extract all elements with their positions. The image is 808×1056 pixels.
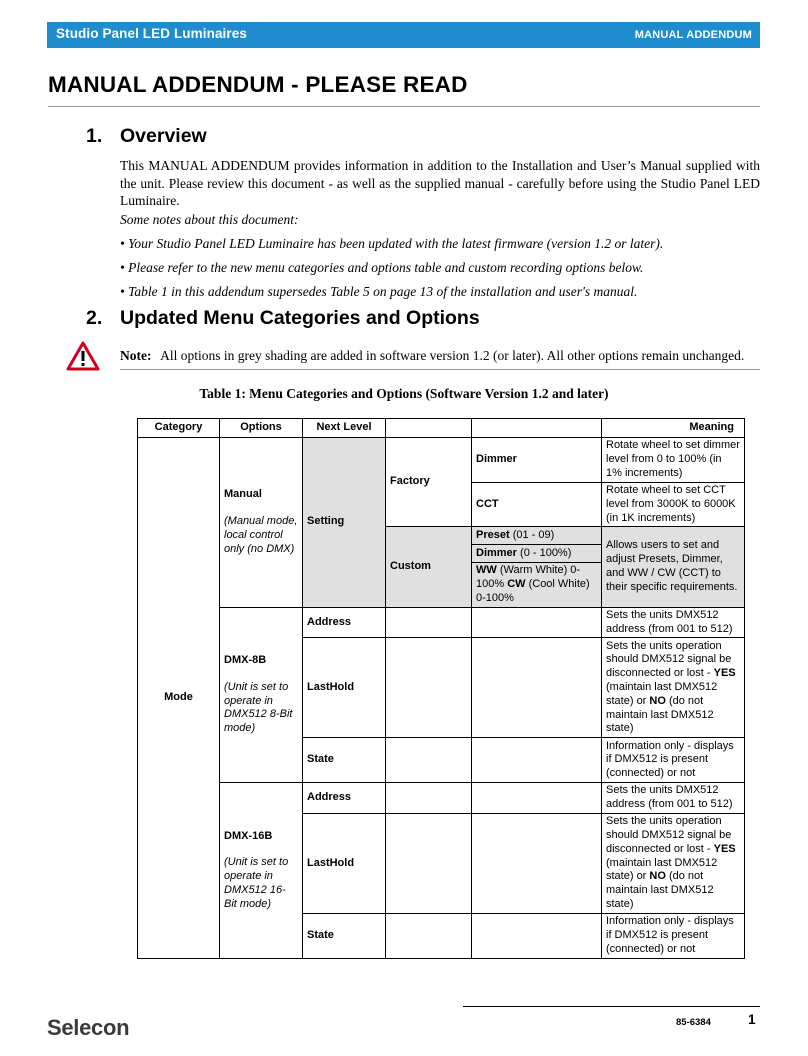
ww-cw-cell bbox=[472, 563, 602, 607]
empty-cell bbox=[472, 783, 602, 814]
cw-label: CW bbox=[507, 578, 526, 591]
note-label: Note: bbox=[120, 348, 152, 363]
preset-range: (01 - 09) bbox=[509, 528, 555, 541]
lasthold-text: Sets the units operation should DMX512 signal be disconnected or lost - bbox=[606, 815, 732, 855]
header-blank bbox=[472, 419, 602, 438]
dimmer-label: Dimmer bbox=[476, 546, 517, 559]
empty-cell bbox=[472, 638, 602, 738]
warning-icon bbox=[66, 341, 100, 371]
meaning-cell bbox=[602, 638, 745, 738]
header-options: Options bbox=[220, 419, 303, 438]
header-meaning: Meaning bbox=[602, 419, 745, 438]
bullet-item: • Table 1 in this addendum supersedes Table 5 on page 13 of the installation and user's manual. bbox=[120, 284, 638, 299]
custom-cell: Custom bbox=[386, 527, 472, 607]
lasthold-text: (maintain last DMX512 state) or bbox=[606, 856, 718, 883]
preset-label: Preset bbox=[476, 528, 510, 541]
table-row bbox=[138, 783, 745, 814]
section-1-title: Overview bbox=[120, 125, 207, 147]
note-line bbox=[120, 348, 744, 364]
bullet-item: • Your Studio Panel LED Luminaire has been updated with the latest firmware (version 1.2 or later). bbox=[120, 236, 664, 251]
doc-number: 85-6384 bbox=[676, 1017, 711, 1028]
option-title: DMX-16B bbox=[224, 829, 273, 842]
ww-label: WW bbox=[476, 564, 497, 577]
empty-cell bbox=[472, 913, 602, 958]
meaning-cell: Allows users to set and adjust Presets, Dimmer, and WW / CW (CCT) to their specific requirements. bbox=[602, 527, 745, 607]
empty-cell bbox=[386, 638, 472, 738]
menu-options-table bbox=[137, 418, 745, 959]
section-2-number: 2. bbox=[86, 307, 103, 329]
header-bar bbox=[47, 22, 760, 48]
page-number: 1 bbox=[748, 1012, 756, 1027]
yes-label: YES bbox=[713, 667, 736, 680]
no-label: NO bbox=[649, 870, 666, 883]
lasthold-text: Sets the units operation should DMX512 signal be disconnected or lost - bbox=[606, 639, 732, 680]
lasthold-text: (maintain last DMX512 state) or bbox=[606, 680, 718, 707]
meaning-cell: Information only - displays if DMX512 is present (connected) or not bbox=[602, 738, 745, 783]
page-title: MANUAL ADDENDUM - PLEASE READ bbox=[48, 72, 468, 97]
option-cell-dmx16b bbox=[220, 783, 303, 959]
title-divider bbox=[48, 106, 760, 107]
next-level-setting: Setting bbox=[303, 438, 386, 608]
table-row bbox=[138, 607, 745, 638]
dimmer-range: (0 - 100%) bbox=[516, 546, 572, 559]
table-row bbox=[138, 438, 745, 483]
option-cell-dmx8b bbox=[220, 607, 303, 783]
table-header-row bbox=[138, 419, 745, 438]
doc-type-label: MANUAL ADDENDUM bbox=[634, 29, 752, 41]
meaning-cell bbox=[602, 813, 745, 913]
option-desc: (Manual mode, local control only (no DMX) bbox=[224, 515, 298, 555]
cw-range: (Cool White) 0-100% bbox=[476, 578, 590, 604]
bullet-item: • Please refer to the new menu categories and options table and custom recording options below. bbox=[120, 260, 644, 275]
section-2-title: Updated Menu Categories and Options bbox=[120, 307, 480, 329]
meaning-cell: Rotate wheel to set CCT level from 3000K to 6000K (in 1K increments) bbox=[602, 483, 745, 527]
section-1-number: 1. bbox=[86, 125, 103, 147]
header-category: Category bbox=[138, 419, 220, 438]
custom-dimmer-cell bbox=[472, 545, 602, 563]
option-desc: (Unit is set to operate in DMX512 16-Bit mode) bbox=[224, 856, 289, 910]
meaning-cell: Sets the units DMX512 address (from 001 to 512) bbox=[602, 607, 745, 638]
empty-cell bbox=[386, 913, 472, 958]
category-cell: Mode bbox=[138, 438, 220, 959]
option-desc: (Unit is set to operate in DMX512 8-Bit mode) bbox=[224, 680, 293, 735]
option-title: DMX-8B bbox=[224, 654, 267, 667]
notes-title: Some notes about this document: bbox=[120, 212, 299, 227]
no-label: NO bbox=[649, 694, 666, 707]
table-caption: Table 1: Menu Categories and Options (Software Version 1.2 and later) bbox=[199, 386, 609, 401]
next-level-lasthold: LastHold bbox=[303, 638, 386, 738]
bullet-text: Please refer to the new menu categories and options table and custom recording options below. bbox=[128, 260, 644, 275]
lasthold-text: (do not maintain last DMX512 state) bbox=[606, 694, 714, 735]
note-divider bbox=[120, 369, 760, 370]
dimmer-cell: Dimmer bbox=[472, 438, 602, 483]
product-name: Studio Panel LED Luminaires bbox=[56, 26, 247, 41]
next-level-state: State bbox=[303, 738, 386, 783]
header-blank bbox=[386, 419, 472, 438]
option-cell-manual bbox=[220, 438, 303, 608]
meaning-cell: Sets the units DMX512 address (from 001 to 512) bbox=[602, 783, 745, 814]
next-level-state: State bbox=[303, 913, 386, 958]
brand-logo: Selecon bbox=[47, 1015, 130, 1040]
yes-label: YES bbox=[713, 842, 736, 855]
empty-cell bbox=[386, 738, 472, 783]
meaning-cell: Rotate wheel to set dimmer level from 0 to 100% (in 1% increments) bbox=[602, 438, 745, 483]
footer-divider bbox=[463, 1006, 760, 1007]
bullet-text: Your Studio Panel LED Luminaire has been updated with the latest firmware (version 1.2 or later). bbox=[128, 236, 664, 251]
preset-cell bbox=[472, 527, 602, 545]
next-level-address: Address bbox=[303, 783, 386, 814]
lasthold-text: (do not maintain last DMX512 state) bbox=[606, 870, 714, 910]
empty-cell bbox=[472, 813, 602, 913]
meaning-cell: Information only - displays if DMX512 is present (connected) or not bbox=[602, 913, 745, 958]
bullet-text: Table 1 in this addendum supersedes Table 5 on page 13 of the installation and user's manual. bbox=[128, 284, 638, 299]
empty-cell bbox=[472, 738, 602, 783]
overview-paragraph: This MANUAL ADDENDUM provides information in addition to the Installation and User’s Manual supplied with the unit. Please review this document - as well as the supplied manual - carefully before using the Studio Panel LED Luminaire. bbox=[120, 158, 760, 208]
next-level-lasthold: LastHold bbox=[303, 813, 386, 913]
empty-cell bbox=[386, 783, 472, 814]
header-next-level: Next Level bbox=[303, 419, 386, 438]
ww-range: (Warm White) 0-100% bbox=[476, 564, 581, 591]
empty-cell bbox=[472, 607, 602, 638]
option-title: Manual bbox=[224, 488, 262, 501]
empty-cell bbox=[386, 813, 472, 913]
cct-cell: CCT bbox=[472, 483, 602, 527]
note-text: All options in grey shading are added in software version 1.2 (or later). All other options remain unchanged. bbox=[160, 348, 745, 363]
empty-cell bbox=[386, 607, 472, 638]
factory-cell: Factory bbox=[386, 438, 472, 527]
next-level-address: Address bbox=[303, 607, 386, 638]
